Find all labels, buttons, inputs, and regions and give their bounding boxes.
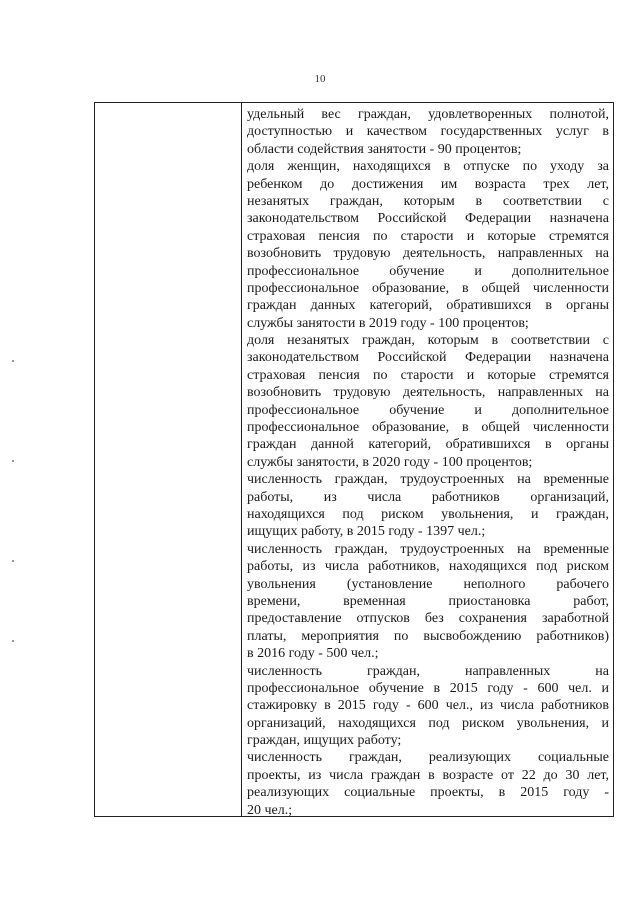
text-line: проекты, из числа граждан в возрасте от 22 до 30 лет, (247, 767, 609, 783)
text-line: области содействия занятости - 90 процентов; (247, 141, 522, 157)
text-line: ребенком до достижения им возраста трех лет, (247, 176, 609, 192)
page-number: 10 (314, 73, 326, 85)
text-line: возобновить трудовую деятельность, направленных на (247, 246, 609, 262)
text-line: службы занятости в 2019 году - 100 процентов; (247, 315, 529, 331)
text-line: законодательством Российской Федерации назначена (247, 350, 609, 366)
text-line: находящихся под риском увольнения, и граждан, (247, 506, 609, 522)
text-line: реализующих социальные проекты, в 2015 году - (247, 785, 609, 801)
text-line: доля женщин, находящихся в отпуске по уходу за (247, 159, 609, 175)
text-line: профессиональное обучение и дополнительное (247, 263, 609, 279)
text-line: страховая пенсия по старости и которые стремятся (247, 367, 609, 383)
text-line: времени, временная приостановка работ, (247, 593, 609, 609)
text-line: удельный вес граждан, удовлетворенных полнотой, (247, 107, 609, 122)
text-line: работы, из числа работников организаций, (247, 489, 609, 505)
text-line: доступностью и качеством государственных услуг в (247, 124, 609, 140)
text-line: стажировку в 2015 году - 600 чел., из числа работников (247, 698, 609, 714)
scan-artifact (12, 460, 14, 462)
text-line: предоставление отпусков без сохранения заработной (247, 611, 609, 627)
text-line: профессиональное образование, в общей численности (247, 280, 609, 296)
text-line: службы занятости, в 2020 году - 100 процентов; (247, 454, 533, 470)
text-line: ищущих работу, в 2015 году - 1397 чел.; (247, 524, 486, 540)
text-line: платы, мероприятия по высвобождению работников) (247, 628, 609, 644)
document-table (94, 102, 614, 817)
table-left-cell (95, 103, 241, 816)
text-line: законодательством Российской Федерации назначена (247, 211, 609, 227)
text-line: организаций, находящихся под риском увольнения, и (247, 715, 609, 731)
text-line: численность граждан, трудоустроенных на временные (247, 472, 609, 488)
text-line: доля незанятых граждан, которым в соответствии с (247, 333, 609, 349)
table-text-cell (247, 106, 609, 819)
text-line: профессиональное образование, в общей численности (247, 420, 609, 436)
text-line: граждан, ищущих работу; (247, 733, 402, 749)
text-line: профессиональное обучение и дополнительное (247, 402, 609, 418)
text-line: численность граждан, направленных на (247, 663, 609, 679)
text-line: профессиональное обучение в 2015 году - 600 чел. и (247, 680, 609, 696)
scan-artifact (12, 560, 14, 562)
text-line: увольнения (установление неполного рабочего (247, 576, 609, 592)
text-line: работы, из числа работников, находящихся под риском (247, 559, 609, 575)
text-line: 20 чел.; (247, 802, 293, 818)
text-line: возобновить трудовую деятельность, направленных на (247, 385, 609, 401)
scan-artifact (12, 360, 14, 362)
scan-artifact (12, 640, 14, 642)
table-column-divider (241, 103, 242, 816)
text-line: в 2016 году - 500 чел.; (247, 646, 379, 662)
text-line: численность граждан, трудоустроенных на временные (247, 541, 609, 557)
text-line: граждан данных категорий, обратившихся в органы (247, 298, 609, 314)
text-line: граждан данной категорий, обратившихся в органы (247, 437, 609, 453)
text-line: незанятых граждан, которым в соответствии с (247, 193, 609, 209)
text-line: страховая пенсия по старости и которые стремятся (247, 228, 609, 244)
text-line: численность граждан, реализующих социальные (247, 750, 609, 766)
